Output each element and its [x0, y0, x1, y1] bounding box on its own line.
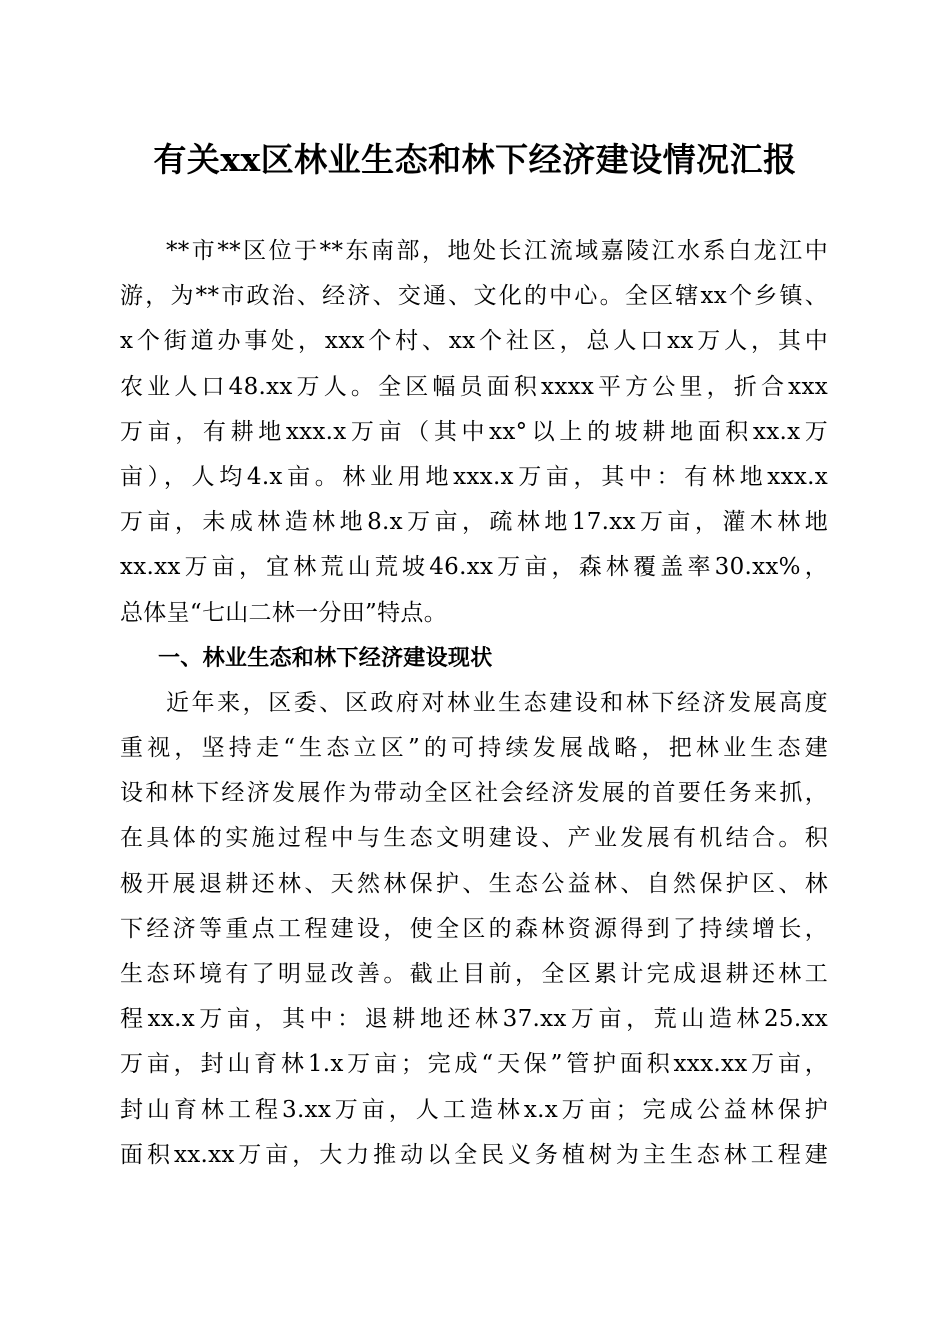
text-line: 万亩，封山育林1.x万亩；完成“天保”管护面积xxx.xx万亩，	[120, 1051, 828, 1078]
text-line: 在具体的实施过程中与生态文明建设、产业发展有机结合。积	[120, 825, 828, 852]
text-line: 万亩，有耕地xxx.x万亩（其中xx°以上的坡耕地面积xx.x万	[120, 418, 828, 445]
text-line: 亩），人均4.x亩。林业用地xxx.x万亩，其中：有林地xxx.x	[120, 463, 828, 490]
text-line: 农业人口48.xx万人。全区幅员面积xxxx平方公里，折合xxx	[120, 373, 828, 400]
text-line: 近年来，区委、区政府对林业生态建设和林下经济发展高度	[166, 689, 828, 716]
section-heading: 一、林业生态和林下经济建设现状	[158, 645, 493, 671]
text-line: 重视，坚持走“生态立区”的可持续发展战略，把林业生态建	[120, 735, 828, 762]
text-line: 程xx.x万亩，其中：退耕地还林37.xx万亩，荒山造林25.xx	[120, 1006, 828, 1033]
text-line: 封山育林工程3.xx万亩，人工造林x.x万亩；完成公益林保护	[120, 1096, 828, 1123]
text-line: 设和林下经济发展作为带动全区社会经济发展的首要任务来抓，	[120, 780, 828, 807]
text-line: xx.xx万亩，宜林荒山荒坡46.xx万亩，森林覆盖率30.xx%，	[120, 554, 828, 581]
text-line: 总体呈“七山二林一分田”特点。	[120, 599, 448, 626]
document-body	[120, 229, 828, 1178]
text-line: x个街道办事处，xxx个村、xx个社区，总人口xx万人，其中	[120, 328, 828, 355]
text-line: **市**区位于**东南部，地处长江流域嘉陵江水系白龙江中	[166, 238, 828, 264]
text-line: 生态环境有了明显改善。截止目前，全区累计完成退耕还林工	[120, 961, 828, 987]
text-line: 面积xx.xx万亩，大力推动以全民义务植树为主生态林工程建	[120, 1141, 828, 1168]
text-line: 万亩，未成林造林地8.x万亩，疏林地17.xx万亩，灌木林地	[120, 509, 828, 536]
text-line: 极开展退耕还林、天然林保护、生态公益林、自然保护区、林	[120, 870, 828, 897]
paragraph-status	[120, 681, 828, 1178]
text-line: 下经济等重点工程建设，使全区的森林资源得到了持续增长，	[120, 915, 828, 942]
document-title: 有关xx区林业生态和林下经济建设情况汇报	[153, 140, 797, 179]
text-line: 游，为**市政治、经济、交通、文化的中心。全区辖xx个乡镇、	[120, 283, 828, 310]
paragraph-overview	[120, 229, 828, 636]
